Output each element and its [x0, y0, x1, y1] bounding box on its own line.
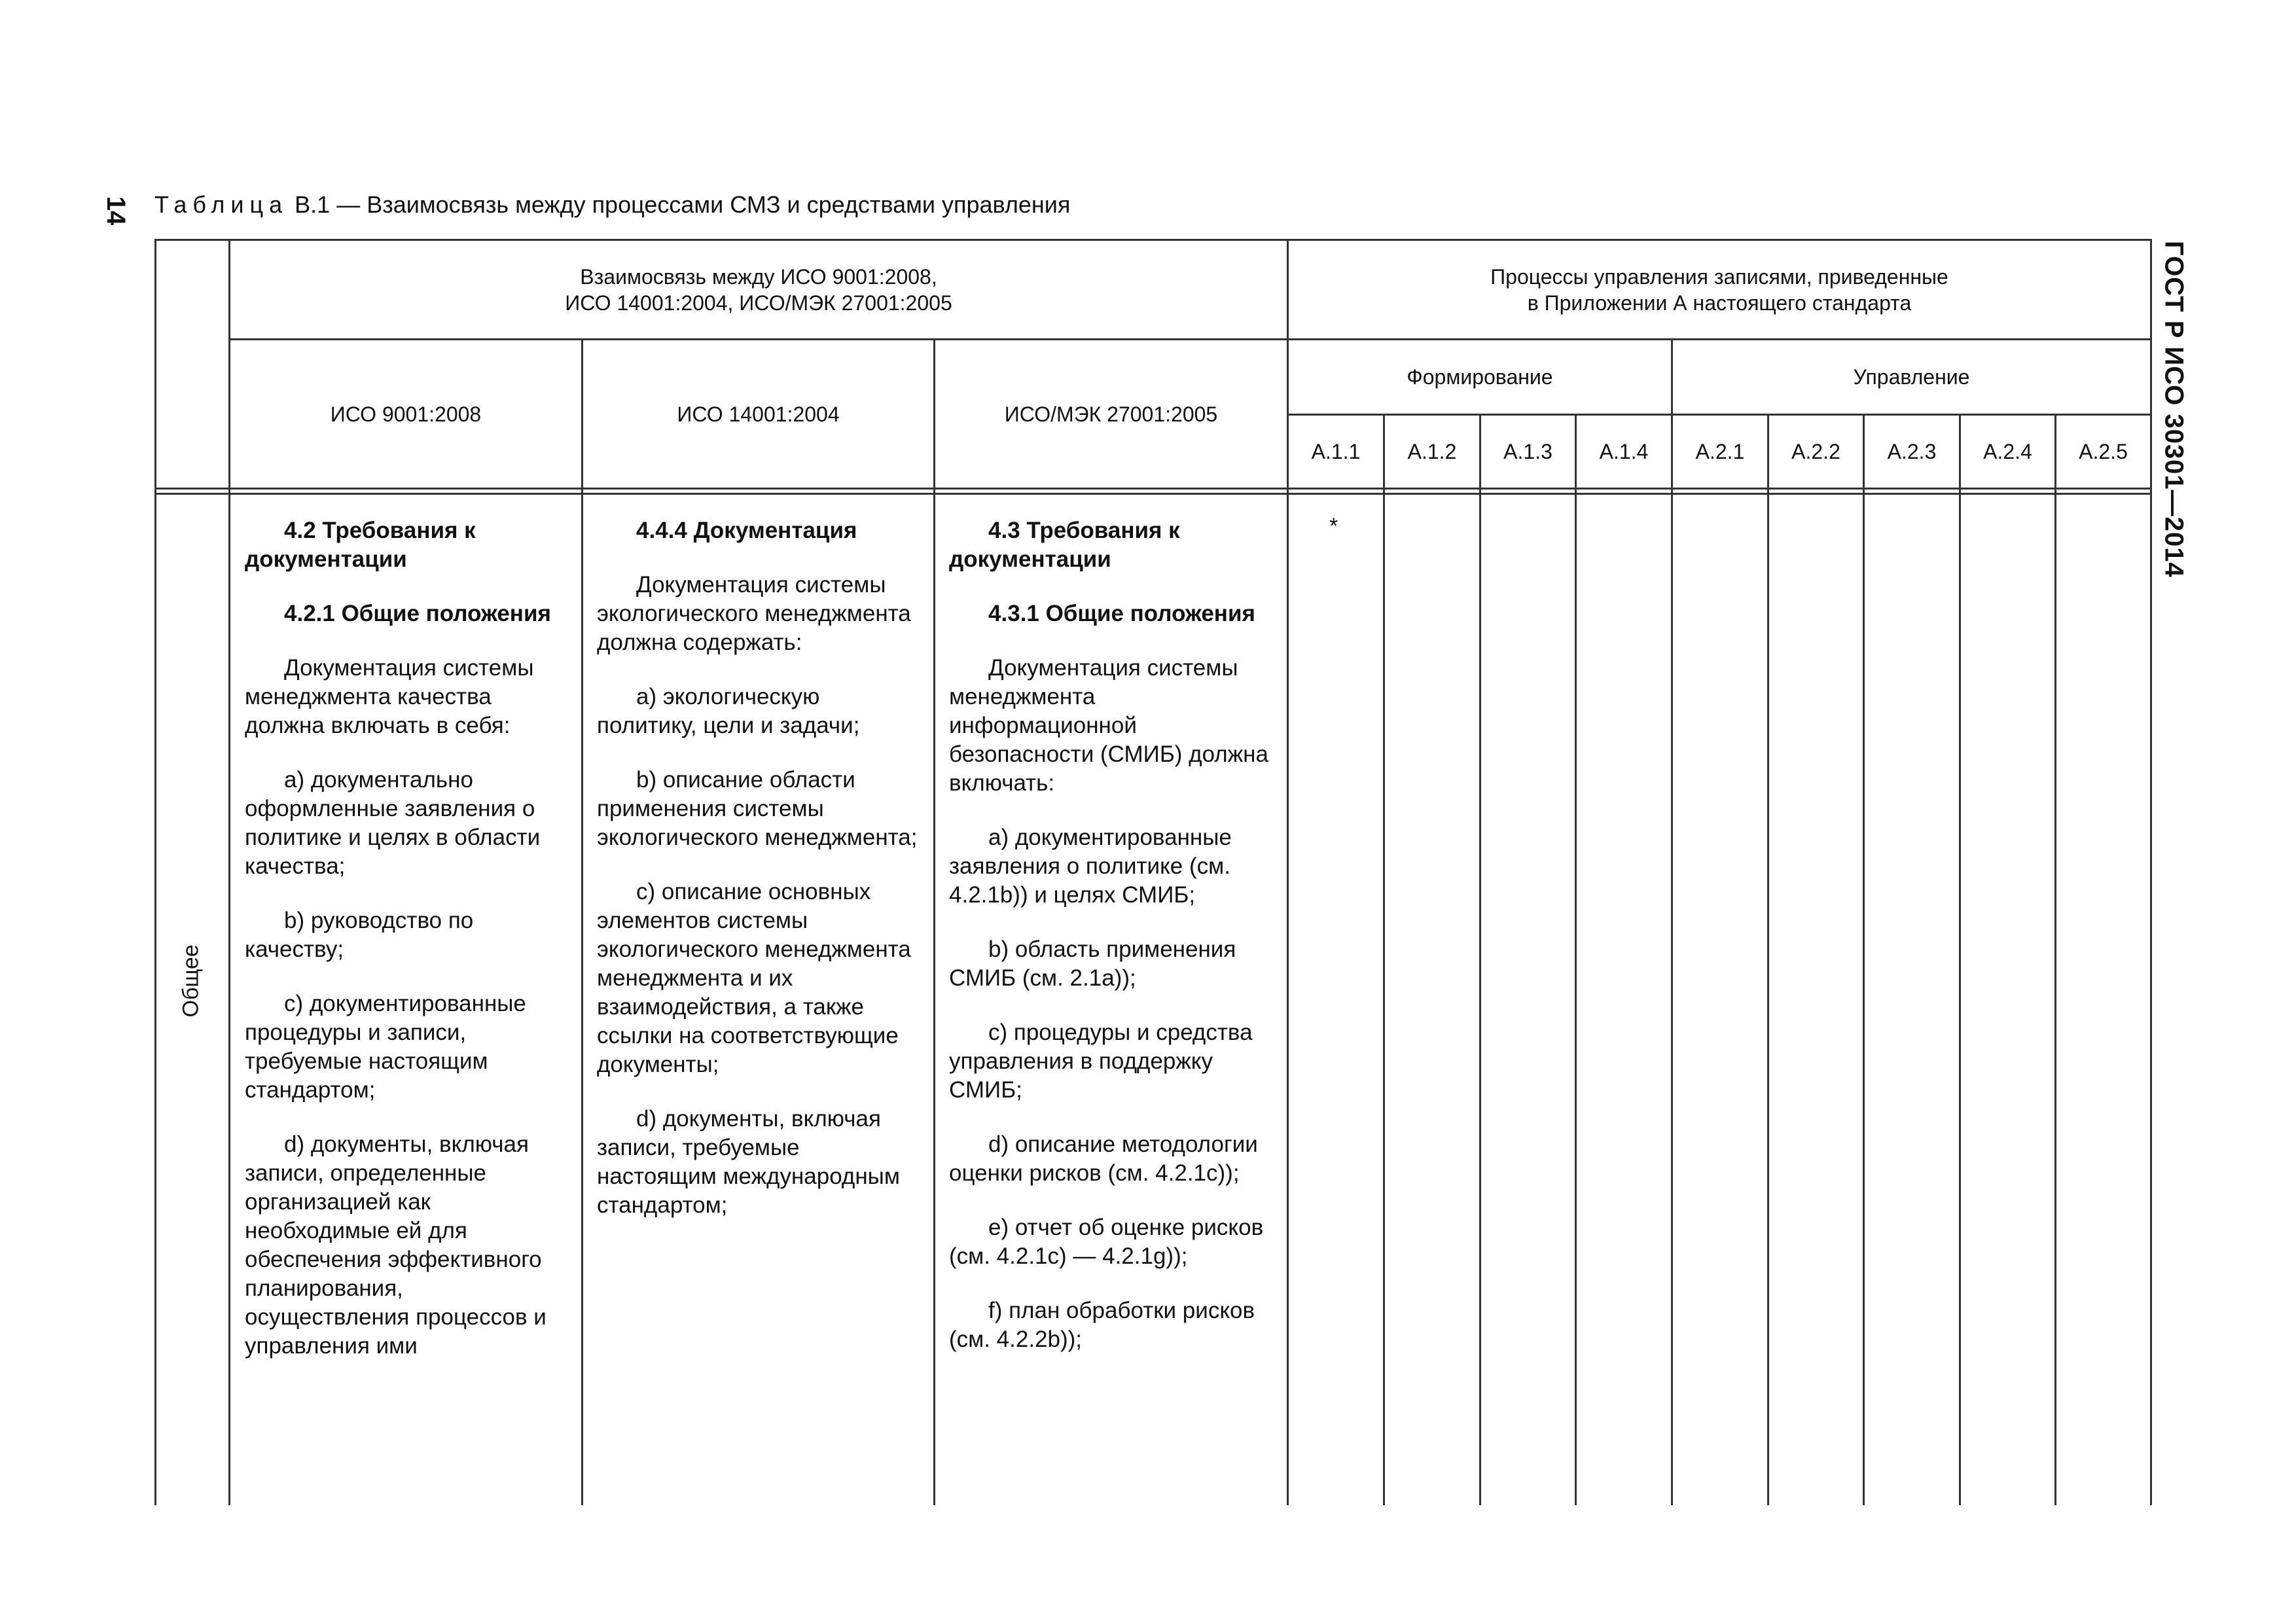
header-code-a12: A.1.2 — [1407, 440, 1457, 463]
header-code-a22: A.2.2 — [1791, 440, 1840, 463]
iso14001-item-c: с) описание основных элементов системы экологического менеджмента менеджмента и их взаимодействия, а также ссылки на соответствующие документы; — [597, 879, 911, 1077]
caption-text: В.1 — Взаимосвязь между процессами СМЗ и средствами управления — [295, 191, 1071, 218]
header-divider-bottom — [154, 493, 2152, 495]
vline-iso9001 — [581, 338, 583, 1505]
vline-iso14001 — [933, 338, 935, 1505]
header-group-left-line2: ИСО 14001:2004, ИСО/МЭК 27001:2005 — [565, 291, 952, 315]
iso27001-heading-431: 4.3.1 Общие положения — [988, 601, 1255, 626]
vline-a23 — [1863, 414, 1865, 1505]
header-divider-top — [154, 488, 2152, 490]
iso27001-item-e: е) отчет об оценке рисков (см. 4.2.1с) — 4.2.1g)); — [949, 1215, 1264, 1269]
header-group-right — [1289, 241, 2150, 338]
vline-a14 — [1575, 414, 1577, 1505]
header-group-right-line1: Процессы управления записями, приведенные — [1490, 264, 1948, 289]
header-code-a13: A.1.3 — [1503, 440, 1552, 463]
iso14001-item-d: d) документы, включая записи, требуемые настоящим международным стандартом; — [597, 1106, 900, 1218]
iso9001-heading-421: 4.2.1 Общие положения — [284, 601, 551, 626]
vline-a25 — [2054, 414, 2056, 1505]
header-group-right-line2: в Приложении А настоящего стандарта — [1527, 291, 1912, 315]
iso27001-heading-43: 4.3 Требования к документации — [949, 518, 1180, 572]
iso27001-item-c: с) процедуры и средства управления в поддержку СМИБ; — [949, 1020, 1253, 1103]
iso9001-heading-42: 4.2 Требования к документации — [245, 518, 476, 572]
header-code-a25: A.2.5 — [2079, 440, 2128, 463]
header-formation: Формирование — [1407, 365, 1553, 389]
vline-a12 — [1383, 414, 1385, 1505]
body-iso9001 — [245, 516, 572, 1386]
header-code-a23: A.2.3 — [1887, 440, 1937, 463]
header-group-left — [230, 241, 1287, 338]
vline-a21 — [1671, 338, 1673, 1505]
iso14001-item-b: b) описание области применения системы экологического менеджмента; — [597, 767, 918, 850]
iso9001-item-a: а) документально оформленные заявления о политике и целях в области качества; — [245, 767, 541, 879]
header-management: Управление — [1853, 365, 1970, 389]
iso27001-para-intro: Документация системы менеджмента информационной безопасности (СМИБ) должна включать: — [949, 655, 1268, 796]
iso14001-heading-444: 4.4.4 Документация — [636, 518, 857, 543]
document-code: ГОСТ Р ИСО 30301—2014 — [2159, 241, 2189, 578]
caption-label: Таблица — [154, 191, 289, 218]
row-label-general: Общее — [178, 944, 204, 1018]
header-group-left-line1: Взаимосвязь между ИСО 9001:2008, — [580, 264, 937, 289]
body-iso14001 — [597, 516, 924, 1245]
iso9001-item-b: b) руководство по качеству; — [245, 908, 474, 962]
vline-a22 — [1767, 414, 1769, 1505]
iso27001-item-a: а) документированные заявления о политике (см. 4.2.1b)) и целях СМИБ; — [949, 825, 1232, 908]
header-code-a21: A.2.1 — [1695, 440, 1745, 463]
iso14001-para-intro: Документация системы экологического менеджмента должна содержать: — [597, 572, 911, 655]
page-number: 14 — [101, 196, 131, 226]
iso14001-item-a: а) экологическую политику, цели и задачи; — [597, 684, 860, 738]
header-code-a24: A.2.4 — [1983, 440, 2032, 463]
body-iso27001 — [949, 516, 1280, 1380]
relationship-table — [154, 239, 2152, 1505]
header-iso9001: ИСО 9001:2008 — [330, 402, 482, 426]
iso27001-item-f: f) план обработки рисков (см. 4.2.2b)); — [949, 1298, 1255, 1352]
mark-a11: * — [1329, 514, 1338, 539]
header-iso27001: ИСО/МЭК 27001:2005 — [1004, 402, 1218, 426]
header-iso14001: ИСО 14001:2004 — [677, 402, 840, 426]
table-caption — [154, 191, 1070, 219]
table-left-border — [154, 239, 156, 1505]
iso9001-para-intro: Документация системы менеджмента качества должна включать в себя: — [245, 655, 534, 738]
iso9001-item-d: d) документы, включая записи, определенные организацией как необходимые ей для обеспечения эффективного планирования, осуществления процессов и управления ими — [245, 1132, 547, 1359]
table-right-border — [2150, 239, 2152, 1505]
iso9001-item-c: с) документированные процедуры и записи, требуемые настоящим стандартом; — [245, 991, 526, 1103]
iso27001-item-d: d) описание методологии оценки рисков (см. 4.2.1с)); — [949, 1132, 1258, 1186]
iso27001-item-b: b) область применения СМИБ (см. 2.1а)); — [949, 936, 1236, 991]
header-code-a14: A.1.4 — [1599, 440, 1649, 463]
header-code-a11: A.1.1 — [1311, 440, 1361, 463]
vline-a13 — [1479, 414, 1481, 1505]
vline-a24 — [1959, 414, 1961, 1505]
